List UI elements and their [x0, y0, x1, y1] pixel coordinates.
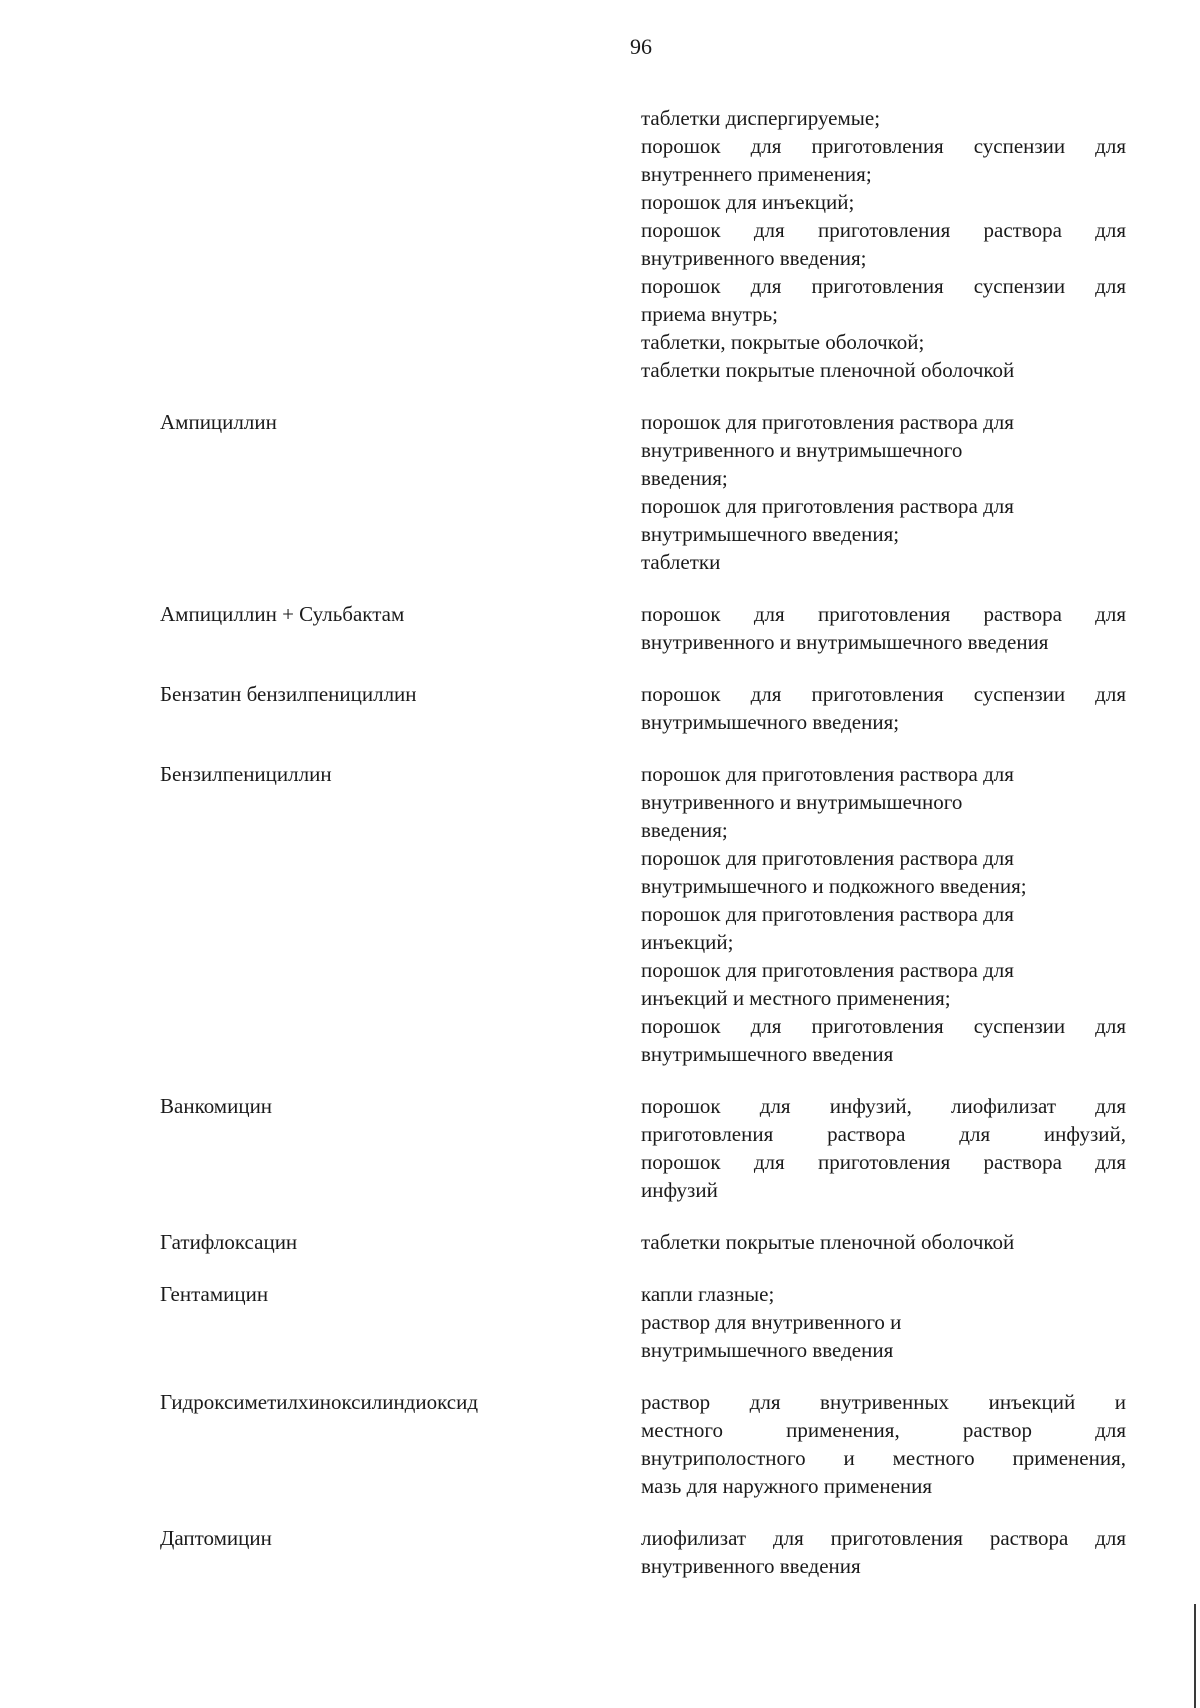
- dosage-form-line: раствор для внутривенных инъекций и: [641, 1390, 1126, 1414]
- drug-entry: [160, 1092, 1126, 1204]
- dosage-forms: [641, 760, 1126, 1068]
- dosage-form-line: внутреннего применения;: [641, 162, 872, 186]
- drug-name: Даптомицин: [160, 1526, 272, 1550]
- dosage-forms: [641, 408, 1126, 576]
- drug-name: Гатифлоксацин: [160, 1230, 298, 1254]
- dosage-form-line: порошок для приготовления раствора для: [641, 410, 1014, 434]
- dosage-form-line: инъекций;: [641, 930, 734, 954]
- dosage-form-line: внутримышечного введения;: [641, 710, 900, 734]
- dosage-form-line: таблетки покрытые пленочной оболочкой: [641, 1230, 1015, 1254]
- dosage-form-line: порошок для приготовления раствора для: [641, 602, 1126, 626]
- dosage-form-line: порошок для приготовления раствора для: [641, 494, 1014, 518]
- dosage-form-line: внутривенного и внутримышечного: [641, 438, 963, 462]
- page-number: 96: [630, 34, 652, 59]
- dosage-forms: [641, 600, 1126, 656]
- dosage-form-line: капли глазные;: [641, 1282, 775, 1306]
- dosage-form-line: инъекций и местного применения;: [641, 986, 951, 1010]
- dosage-form-line: порошок для приготовления суспензии для: [641, 134, 1126, 158]
- scan-edge-line: [1194, 1604, 1196, 1708]
- drug-name: Ампициллин + Сульбактам: [160, 602, 405, 626]
- drug-entry: [160, 760, 1126, 1068]
- dosage-form-line: порошок для приготовления суспензии для: [641, 274, 1126, 298]
- dosage-form-line: введения;: [641, 818, 728, 842]
- dosage-form-line: лиофилизат для приготовления раствора для: [641, 1526, 1126, 1550]
- drug-entry: [160, 1280, 1126, 1364]
- dosage-form-line: внутримышечного введения: [641, 1338, 894, 1362]
- drug-entry: [160, 104, 1126, 384]
- dosage-forms: [641, 680, 1126, 736]
- dosage-form-line: местного применения, раствор для: [641, 1418, 1126, 1442]
- dosage-form-line: внутривенного и внутримышечного: [641, 790, 963, 814]
- dosage-form-line: порошок для приготовления раствора для: [641, 958, 1014, 982]
- dosage-form-line: введения;: [641, 466, 728, 490]
- dosage-form-line: порошок для приготовления раствора для: [641, 218, 1126, 242]
- dosage-forms: [641, 1524, 1126, 1580]
- dosage-forms: [641, 1228, 1126, 1256]
- drug-name: Ампициллин: [160, 410, 277, 434]
- drug-list: [160, 104, 1126, 1604]
- dosage-form-line: порошок для инъекций;: [641, 190, 855, 214]
- dosage-form-line: внутримышечного введения: [641, 1042, 894, 1066]
- dosage-form-line: порошок для приготовления суспензии для: [641, 682, 1126, 706]
- drug-entry: [160, 680, 1126, 736]
- dosage-form-line: порошок для инфузий, лиофилизат для: [641, 1094, 1126, 1118]
- drug-name: Гентамицин: [160, 1282, 269, 1306]
- dosage-forms: [641, 1280, 1126, 1364]
- dosage-form-line: таблетки: [641, 550, 721, 574]
- drug-name: Бензатин бензилпенициллин: [160, 682, 417, 706]
- dosage-forms: [641, 1388, 1126, 1500]
- dosage-form-line: таблетки, покрытые оболочкой;: [641, 330, 925, 354]
- dosage-form-line: порошок для приготовления суспензии для: [641, 1014, 1126, 1038]
- dosage-forms: [641, 104, 1126, 384]
- drug-entry: [160, 408, 1126, 576]
- dosage-form-line: инфузий: [641, 1178, 718, 1202]
- dosage-form-line: приема внутрь;: [641, 302, 779, 326]
- dosage-form-line: порошок для приготовления раствора для: [641, 902, 1014, 926]
- drug-entry: [160, 1388, 1126, 1500]
- dosage-form-line: внутримышечного введения;: [641, 522, 900, 546]
- dosage-form-line: приготовления раствора для инфузий,: [641, 1122, 1126, 1146]
- dosage-form-line: порошок для приготовления раствора для: [641, 762, 1014, 786]
- dosage-form-line: таблетки покрытые пленочной оболочкой: [641, 358, 1015, 382]
- dosage-form-line: порошок для приготовления раствора для: [641, 1150, 1126, 1174]
- drug-entry: [160, 1524, 1126, 1580]
- dosage-form-line: внутривенного и внутримышечного введения: [641, 630, 1049, 654]
- drug-entry: [160, 600, 1126, 656]
- dosage-forms: [641, 1092, 1126, 1204]
- dosage-form-line: таблетки диспергируемые;: [641, 106, 881, 130]
- drug-name: Бензилпенициллин: [160, 762, 332, 786]
- dosage-form-line: внутривенного введения: [641, 1554, 861, 1578]
- dosage-form-line: раствор для внутривенного и: [641, 1310, 902, 1334]
- drug-name: Ванкомицин: [160, 1094, 273, 1118]
- dosage-form-line: внутримышечного и подкожного введения;: [641, 874, 1027, 898]
- dosage-form-line: внутривенного введения;: [641, 246, 867, 270]
- dosage-form-line: внутриполостного и местного применения,: [641, 1446, 1126, 1470]
- dosage-form-line: мазь для наружного применения: [641, 1474, 933, 1498]
- drug-entry: [160, 1228, 1126, 1256]
- dosage-form-line: порошок для приготовления раствора для: [641, 846, 1014, 870]
- drug-name: Гидроксиметилхиноксилиндиоксид: [160, 1390, 479, 1414]
